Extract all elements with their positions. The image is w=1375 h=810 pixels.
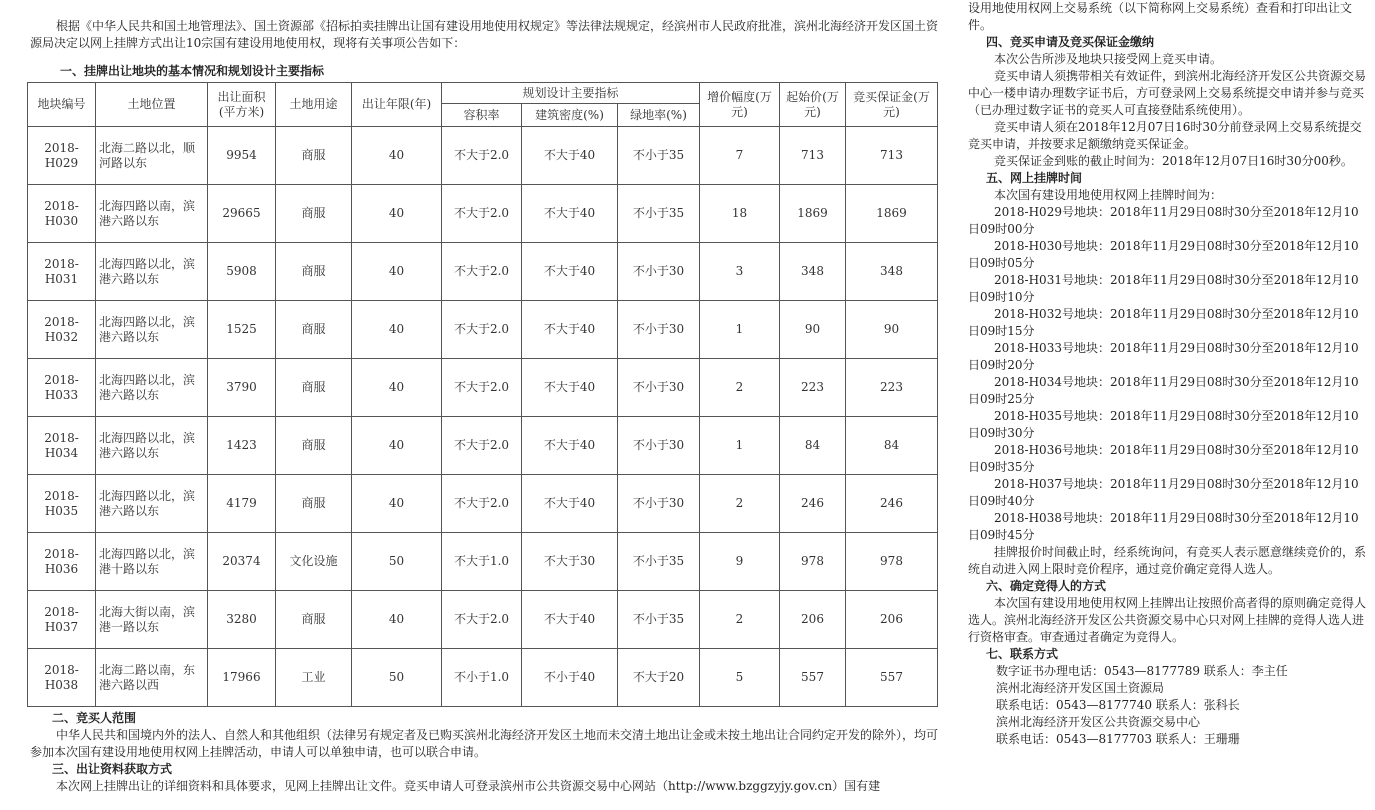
cell-code: 2018-H032 xyxy=(28,301,96,359)
cell-area: 1525 xyxy=(208,301,276,359)
contact-block xyxy=(968,663,1366,748)
section-6-title: 六、确定竞得人的方式 xyxy=(986,579,1107,593)
cell-deposit: 713 xyxy=(846,127,938,185)
cell-green: 不小于35 xyxy=(618,533,700,591)
cell-area: 9954 xyxy=(208,127,276,185)
contact-line: 数字证书办理电话：0543—8177789 联系人：李主任 xyxy=(996,664,1288,678)
cell-term: 40 xyxy=(352,417,442,475)
cell-deposit: 978 xyxy=(846,533,938,591)
cell-deposit: 223 xyxy=(846,359,938,417)
cell-use: 商服 xyxy=(276,417,352,475)
cell-use: 商服 xyxy=(276,591,352,649)
cell-use: 商服 xyxy=(276,243,352,301)
cell-deposit: 206 xyxy=(846,591,938,649)
cell-green: 不小于30 xyxy=(618,475,700,533)
table-body xyxy=(28,127,938,707)
cell-density: 不大于40 xyxy=(522,127,618,185)
cell-deposit: 348 xyxy=(846,243,938,301)
cell-increment: 5 xyxy=(700,649,780,707)
section-4-paragraph: 竞买保证金到账的截止时间为：2018年12月07日16时30分00秒。 xyxy=(994,154,1353,168)
contact-line: 滨州北海经济开发区国土资源局 xyxy=(996,681,1165,695)
cell-plot-ratio: 不大于2.0 xyxy=(442,417,522,475)
cell-term: 40 xyxy=(352,475,442,533)
cell-location: 北海四路以北，滨港六路以东 xyxy=(96,475,208,533)
cell-area: 1423 xyxy=(208,417,276,475)
cell-increment: 1 xyxy=(700,417,780,475)
header-planning: 规划设计主要指标 xyxy=(442,83,700,104)
cell-code: 2018-H034 xyxy=(28,417,96,475)
cell-green: 不小于30 xyxy=(618,301,700,359)
cell-density: 不小于40 xyxy=(522,649,618,707)
cell-green: 不小于30 xyxy=(618,417,700,475)
intro-paragraph: 根据《中华人民共和国土地管理法》、国土资源部《招标拍卖挂牌出让国有建设用地使用权规定》等法律法规规定，经滨州市人民政府批准，滨州北海经济开发区国土资源局决定以网上挂牌方式出让10宗国有建设用地使用权，现将有关事项公告如下： xyxy=(30,19,939,50)
cell-term: 50 xyxy=(352,533,442,591)
cell-term: 40 xyxy=(352,359,442,417)
contact-line: 联系电话：0543—8177740 联系人：张科长 xyxy=(996,698,1240,712)
cell-area: 5908 xyxy=(208,243,276,301)
cell-location: 北海二路以南，东港六路以西 xyxy=(96,649,208,707)
cell-start-price: 713 xyxy=(780,127,846,185)
cell-start-price: 206 xyxy=(780,591,846,649)
cell-code: 2018-H029 xyxy=(28,127,96,185)
cell-area: 29665 xyxy=(208,185,276,243)
section-2-text: 中华人民共和国境内外的法人、自然人和其他组织（法律另有规定者及已购买滨州北海经济开发区土地而未交清土地出让金或未按土地出让合同约定开发的除外），均可参加本次国有建设用地使用权网上挂牌活动，申请人可以单独申请，也可以联合申请。 xyxy=(30,728,939,759)
cell-location: 北海四路以北，滨港六路以东 xyxy=(96,417,208,475)
cell-green: 不小于35 xyxy=(618,591,700,649)
cell-term: 40 xyxy=(352,301,442,359)
header-increment: 增价幅度(万元) xyxy=(700,83,780,127)
cell-density: 不大于40 xyxy=(522,359,618,417)
cell-density: 不大于30 xyxy=(522,533,618,591)
cell-term: 40 xyxy=(352,127,442,185)
cell-use: 商服 xyxy=(276,359,352,417)
cell-area: 4179 xyxy=(208,475,276,533)
contact-line: 滨州北海经济开发区公共资源交易中心 xyxy=(996,715,1201,729)
cell-area: 3790 xyxy=(208,359,276,417)
cell-location: 北海四路以北，滨港十路以东 xyxy=(96,533,208,591)
section-3-title: 三、出让资料获取方式 xyxy=(52,762,173,776)
cell-increment: 1 xyxy=(700,301,780,359)
cell-start-price: 223 xyxy=(780,359,846,417)
cell-start-price: 1869 xyxy=(780,185,846,243)
cell-area: 17966 xyxy=(208,649,276,707)
section-5-intro: 本次国有建设用地使用权网上挂牌时间为： xyxy=(994,188,1223,202)
cell-density: 不大于40 xyxy=(522,301,618,359)
schedule-item: 2018-H037号地块：2018年11月29日08时30分至2018年12月10日09时40分 xyxy=(968,477,1359,508)
cell-increment: 2 xyxy=(700,475,780,533)
cell-code: 2018-H033 xyxy=(28,359,96,417)
cell-use: 工业 xyxy=(276,649,352,707)
table-row xyxy=(28,533,938,591)
cell-deposit: 246 xyxy=(846,475,938,533)
header-start-price: 起始价(万元) xyxy=(780,83,846,127)
cell-plot-ratio: 不大于2.0 xyxy=(442,591,522,649)
cell-green: 不小于30 xyxy=(618,243,700,301)
schedule-item: 2018-H033号地块：2018年11月29日08时30分至2018年12月10日09时20分 xyxy=(968,341,1359,372)
table-row xyxy=(28,301,938,359)
cell-use: 商服 xyxy=(276,185,352,243)
table-row xyxy=(28,475,938,533)
table-row xyxy=(28,243,938,301)
cell-increment: 18 xyxy=(700,185,780,243)
schedule-list xyxy=(968,204,1366,544)
cell-plot-ratio: 不大于2.0 xyxy=(442,127,522,185)
contact-line: 联系电话：0543—8177703 联系人：王珊珊 xyxy=(996,732,1240,746)
cell-location: 北海四路以南，滨港六路以东 xyxy=(96,185,208,243)
cell-deposit: 84 xyxy=(846,417,938,475)
cell-start-price: 84 xyxy=(780,417,846,475)
section-6-text: 本次国有建设用地使用权网上挂牌出让按照价高者得的原则确定竞得人选人。滨州北海经济开发区公共资源交易中心只对网上挂牌的竞得人选人进行资格审查。审查通过者确定为竞得人。 xyxy=(968,596,1367,644)
cell-code: 2018-H037 xyxy=(28,591,96,649)
cell-area: 20374 xyxy=(208,533,276,591)
cell-deposit: 90 xyxy=(846,301,938,359)
cell-start-price: 90 xyxy=(780,301,846,359)
section-4-title: 四、竞买申请及竞买保证金缴纳 xyxy=(986,35,1155,49)
header-term: 出让年限(年) xyxy=(352,83,442,127)
table-row xyxy=(28,185,938,243)
cell-code: 2018-H035 xyxy=(28,475,96,533)
cell-density: 不大于40 xyxy=(522,243,618,301)
land-parcels-table xyxy=(27,82,938,707)
cell-deposit: 1869 xyxy=(846,185,938,243)
cell-area: 3280 xyxy=(208,591,276,649)
section-1-title: 一、挂牌出让地块的基本情况和规划设计主要指标 xyxy=(60,64,325,78)
header-use: 土地用途 xyxy=(276,83,352,127)
cell-density: 不大于40 xyxy=(522,475,618,533)
cell-density: 不大于40 xyxy=(522,185,618,243)
cell-plot-ratio: 不小于1.0 xyxy=(442,649,522,707)
cell-deposit: 557 xyxy=(846,649,938,707)
header-density: 建筑密度(%) xyxy=(522,104,618,127)
header-code: 地块编号 xyxy=(28,83,96,127)
cell-green: 不小于30 xyxy=(618,359,700,417)
header-area: 出让面积(平方米) xyxy=(208,83,276,127)
section-4-paragraph: 本次公告所涉及地块只接受网上竞买申请。 xyxy=(994,52,1223,66)
section-5-note: 挂牌报价时间截止时，经系统询问，有竞买人表示愿意继续竞价的，系统自动进入网上限时竞价程序，通过竞价确定竞得人选人。 xyxy=(968,545,1367,576)
cell-density: 不大于40 xyxy=(522,591,618,649)
cell-term: 50 xyxy=(352,649,442,707)
table-row xyxy=(28,417,938,475)
section-4-paragraph: 竞买申请人须在2018年12月07日16时30分前登录网上交易系统提交竞买申请，并按要求足额缴纳竞买保证金。 xyxy=(968,120,1362,151)
cell-plot-ratio: 不大于1.0 xyxy=(442,533,522,591)
header-green: 绿地率(%) xyxy=(618,104,700,127)
cell-location: 北海四路以北，滨港六路以东 xyxy=(96,301,208,359)
header-plot-ratio: 容积率 xyxy=(442,104,522,127)
schedule-item: 2018-H038号地块：2018年11月29日08时30分至2018年12月10日09时45分 xyxy=(968,511,1359,542)
cell-green: 不小于35 xyxy=(618,185,700,243)
schedule-item: 2018-H034号地块：2018年11月29日08时30分至2018年12月10日09时25分 xyxy=(968,375,1359,406)
right-column xyxy=(968,0,1366,810)
cell-use: 商服 xyxy=(276,127,352,185)
cell-plot-ratio: 不大于2.0 xyxy=(442,301,522,359)
cell-location: 北海四路以北，滨港六路以东 xyxy=(96,359,208,417)
cell-green: 不大于20 xyxy=(618,649,700,707)
cell-increment: 3 xyxy=(700,243,780,301)
schedule-item: 2018-H030号地块：2018年11月29日08时30分至2018年12月10日09时05分 xyxy=(968,239,1359,270)
header-deposit: 竞买保证金(万元) xyxy=(846,83,938,127)
cell-location: 北海二路以北，顺河路以东 xyxy=(96,127,208,185)
cell-increment: 9 xyxy=(700,533,780,591)
table-row xyxy=(28,649,938,707)
schedule-item: 2018-H036号地块：2018年11月29日08时30分至2018年12月10日09时35分 xyxy=(968,443,1359,474)
left-bottom-sections xyxy=(30,710,940,795)
cell-plot-ratio: 不大于2.0 xyxy=(442,243,522,301)
cell-plot-ratio: 不大于2.0 xyxy=(442,359,522,417)
cell-term: 40 xyxy=(352,591,442,649)
cell-code: 2018-H030 xyxy=(28,185,96,243)
cell-start-price: 348 xyxy=(780,243,846,301)
cell-code: 2018-H036 xyxy=(28,533,96,591)
table-row xyxy=(28,591,938,649)
cell-increment: 7 xyxy=(700,127,780,185)
cell-location: 北海四路以北，滨港六路以东 xyxy=(96,243,208,301)
cell-plot-ratio: 不大于2.0 xyxy=(442,185,522,243)
cell-code: 2018-H031 xyxy=(28,243,96,301)
cell-start-price: 557 xyxy=(780,649,846,707)
table-row xyxy=(28,127,938,185)
cell-term: 40 xyxy=(352,243,442,301)
cell-use: 商服 xyxy=(276,301,352,359)
section-3-text: 本次网上挂牌出让的详细资料和具体要求，见网上挂牌出让文件。竞买申请人可登录滨州市公共资源交易中心网站（http://www.bzggzyjy.gov.cn）国有建 xyxy=(56,779,881,793)
section-3-continuation: 设用地使用权网上交易系统（以下简称网上交易系统）查看和打印出让文件。 xyxy=(968,1,1353,32)
schedule-item: 2018-H031号地块：2018年11月29日08时30分至2018年12月10日09时10分 xyxy=(968,273,1359,304)
cell-use: 文化设施 xyxy=(276,533,352,591)
cell-increment: 2 xyxy=(700,359,780,417)
cell-plot-ratio: 不大于2.0 xyxy=(442,475,522,533)
cell-use: 商服 xyxy=(276,475,352,533)
table-row xyxy=(28,359,938,417)
cell-increment: 2 xyxy=(700,591,780,649)
section-7-title: 七、联系方式 xyxy=(986,647,1059,661)
section-4-paragraph: 竞买申请人须携带相关有效证件，到滨州北海经济开发区公共资源交易中心一楼申请办理数字证书后，方可登录网上交易系统提交申请并参与竞买（已办理过数字证书的竞买人可直接登陆系统使用）。 xyxy=(968,69,1367,117)
cell-start-price: 246 xyxy=(780,475,846,533)
section-5-title: 五、网上挂牌时间 xyxy=(986,171,1083,185)
schedule-item: 2018-H035号地块：2018年11月29日08时30分至2018年12月10日09时30分 xyxy=(968,409,1359,440)
cell-green: 不小于35 xyxy=(618,127,700,185)
header-location: 土地位置 xyxy=(96,83,208,127)
section-2-title: 二、竞买人范围 xyxy=(52,711,137,725)
schedule-item: 2018-H029号地块：2018年11月29日08时30分至2018年12月10日09时00分 xyxy=(968,205,1359,236)
schedule-item: 2018-H032号地块：2018年11月29日08时30分至2018年12月10日09时15分 xyxy=(968,307,1359,338)
cell-start-price: 978 xyxy=(780,533,846,591)
cell-term: 40 xyxy=(352,185,442,243)
cell-location: 北海大街以南，滨港一路以东 xyxy=(96,591,208,649)
cell-density: 不大于40 xyxy=(522,417,618,475)
cell-code: 2018-H038 xyxy=(28,649,96,707)
